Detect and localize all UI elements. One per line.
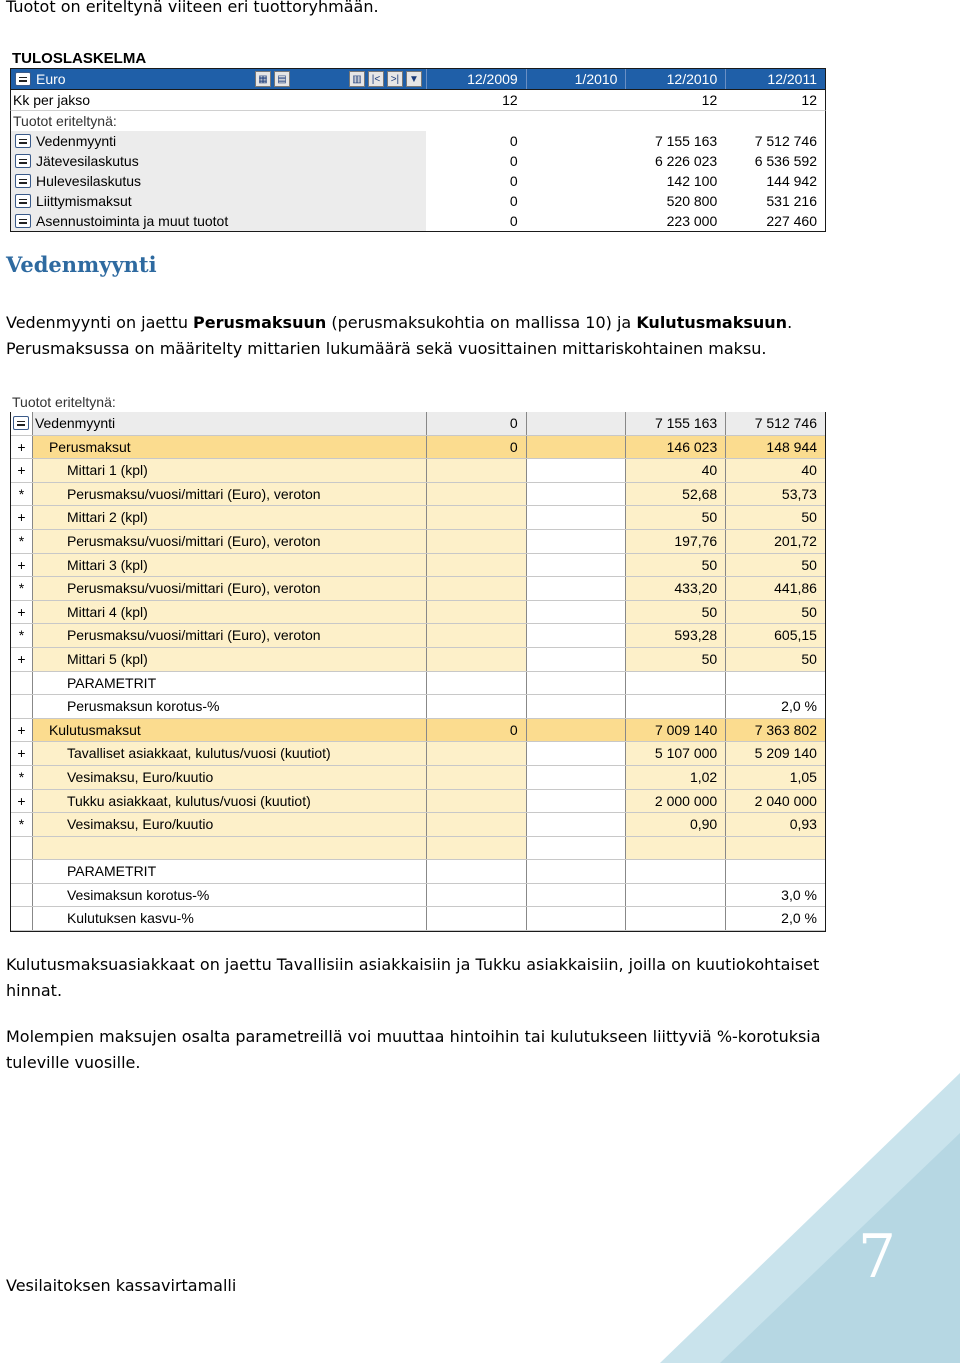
cell-value xyxy=(526,412,626,435)
operator-symbol: + xyxy=(11,742,33,765)
cell-value: 3,0 % xyxy=(725,884,825,907)
expand-menu-icon[interactable] xyxy=(11,412,33,435)
text-run: Perusmaksussa on määritelty mittarien lukumäärä sekä vuosittainen mittariskohtainen maksu. xyxy=(6,339,767,358)
revenue-value: 0 xyxy=(509,213,518,229)
row-label-text: Vesimaksu, Euro/kuutio xyxy=(33,766,426,789)
water-sales-row xyxy=(11,719,825,743)
section-label: Tuotot eriteltynä: xyxy=(12,394,116,410)
cell-value[interactable]: 50 xyxy=(725,554,825,577)
corner-decoration-inner xyxy=(720,1133,960,1363)
cell-value xyxy=(625,884,725,907)
operator-symbol xyxy=(11,672,33,695)
revenue-value: 223 000 xyxy=(666,213,718,229)
operator-symbol: + xyxy=(11,648,33,671)
cell-value xyxy=(526,648,626,671)
cell-value[interactable]: 40 xyxy=(625,459,725,482)
cell-value xyxy=(426,577,526,600)
expand-menu-icon[interactable] xyxy=(15,214,31,228)
cell-value xyxy=(426,506,526,529)
water-sales-row xyxy=(11,530,825,554)
operator-symbol: * xyxy=(11,530,33,553)
water-sales-row xyxy=(11,577,825,601)
cell-value[interactable]: 50 xyxy=(625,554,725,577)
cell-value xyxy=(625,860,725,883)
cell-value xyxy=(426,837,526,860)
water-sales-row xyxy=(11,554,825,578)
cell-value: 7 009 140 xyxy=(625,719,725,742)
expand-menu-icon[interactable] xyxy=(15,174,31,188)
revenue-value xyxy=(526,211,626,231)
cell-value xyxy=(426,766,526,789)
cell-value xyxy=(526,766,626,789)
revenue-row-label xyxy=(11,191,426,211)
cell-value[interactable]: 50 xyxy=(725,506,825,529)
header-row xyxy=(10,68,826,90)
period-header: 12/2009 xyxy=(426,69,526,89)
water-sales-row xyxy=(11,601,825,625)
cell-value[interactable]: 433,20 xyxy=(625,577,725,600)
parameter-paragraph xyxy=(6,1024,821,1076)
row-label-text xyxy=(33,837,426,860)
period-header: 1/2010 xyxy=(526,69,626,89)
cell-value xyxy=(526,577,626,600)
text-run: Molempien maksujen osalta parametreillä voi muuttaa hintoihin tai kulutukseen liittyviä %-korotuksia xyxy=(6,1027,821,1046)
cell-value[interactable]: 1,02 xyxy=(625,766,725,789)
next-icon[interactable]: >| xyxy=(387,71,403,87)
operator-symbol: * xyxy=(11,766,33,789)
cell-value xyxy=(426,672,526,695)
cell-value xyxy=(526,530,626,553)
months-value: 12 xyxy=(701,92,718,108)
customer-paragraph xyxy=(6,952,819,1004)
water-sales-row xyxy=(11,742,825,766)
revenue-value: 0 xyxy=(509,193,518,209)
cell-value[interactable]: 5 209 140 xyxy=(725,742,825,765)
cell-value xyxy=(625,837,725,860)
cell-value: 146 023 xyxy=(625,436,725,459)
cell-value xyxy=(725,837,825,860)
row-label-text: Hulevesilaskutus xyxy=(36,173,142,189)
cell-value[interactable]: 593,28 xyxy=(625,624,725,647)
revenue-value: 0 xyxy=(509,153,518,169)
chart-icon[interactable]: ▦ xyxy=(255,71,271,87)
cell-value: 7 512 746 xyxy=(725,412,825,435)
operator-symbol: + xyxy=(11,459,33,482)
water-sales-row xyxy=(11,506,825,530)
row-label-text: Vedenmyynti xyxy=(33,412,426,435)
row-label-text: Kulutusmaksut xyxy=(33,719,426,742)
cell-value: 0 xyxy=(426,436,526,459)
revenue-value: 520 800 xyxy=(666,193,718,209)
cell-value: 148 944 xyxy=(725,436,825,459)
revenue-value: 0 xyxy=(509,133,518,149)
text-run-bold: Kulutusmaksuun xyxy=(636,313,788,332)
revenue-row-label xyxy=(11,131,426,151)
water-sales-row xyxy=(11,648,825,672)
expand-menu-icon[interactable] xyxy=(15,154,31,168)
row-label-text: Mittari 2 (kpl) xyxy=(33,506,426,529)
row-label-text: Mittari 3 (kpl) xyxy=(33,554,426,577)
text-run: tuleville vuosille. xyxy=(6,1053,141,1072)
operator-symbol: + xyxy=(11,790,33,813)
cell-value xyxy=(526,483,626,506)
text-run: Kulutusmaksuasiakkaat on jaettu Tavallisiin asiakkaisiin ja Tukku asiakkaisiin, joilla on kuutiokohtaiset xyxy=(6,955,820,974)
water-sales-row xyxy=(11,672,825,696)
revenue-value: 7 155 163 xyxy=(654,133,718,149)
row-label-text: Kulutuksen kasvu-% xyxy=(33,907,426,930)
cell-value xyxy=(426,813,526,836)
revenue-value xyxy=(526,151,626,171)
row-label-text: Mittari 4 (kpl) xyxy=(33,601,426,624)
row-label-text: Asennustoiminta ja muut tuotot xyxy=(36,213,229,229)
text-run: . xyxy=(787,313,793,332)
revenue-row xyxy=(11,211,825,231)
revenue-row xyxy=(11,151,825,171)
cell-value xyxy=(526,860,626,883)
revenue-row-label xyxy=(11,171,426,191)
cell-value xyxy=(426,907,526,930)
top-note: Tuotot on eriteltynä viiteen eri tuottoryhmään. xyxy=(6,0,379,16)
row-label-text: Vesimaksu, Euro/kuutio xyxy=(33,813,426,836)
cell-value xyxy=(526,554,626,577)
cell-value xyxy=(426,742,526,765)
text-run: (perusmaksukohtia on mallissa 10) ja xyxy=(326,313,637,332)
cell-value[interactable]: 40 xyxy=(725,459,825,482)
revenue-row-label xyxy=(11,211,426,231)
cell-value[interactable]: 50 xyxy=(625,648,725,671)
months-value: 12 xyxy=(801,92,817,108)
operator-symbol: * xyxy=(11,577,33,600)
row-label-text: PARAMETRIT xyxy=(33,672,426,695)
row-label-text: Mittari 5 (kpl) xyxy=(33,648,426,671)
cell-value xyxy=(526,790,626,813)
cell-value xyxy=(426,483,526,506)
cell-value xyxy=(725,860,825,883)
row-label-text: Perusmaksu/vuosi/mittari (Euro), veroton xyxy=(33,483,426,506)
operator-symbol xyxy=(11,695,33,718)
cell-value xyxy=(526,672,626,695)
water-sales-row xyxy=(11,695,825,719)
cell-value: 0 xyxy=(426,412,526,435)
cell-value xyxy=(526,837,626,860)
operator-symbol: * xyxy=(11,624,33,647)
expand-menu-icon[interactable] xyxy=(15,194,31,208)
cell-value xyxy=(526,436,626,459)
operator-symbol: + xyxy=(11,506,33,529)
revenue-value: 7 512 746 xyxy=(754,133,817,149)
cell-value[interactable]: 0,90 xyxy=(625,813,725,836)
cell-value[interactable]: 50 xyxy=(725,601,825,624)
expand-menu-icon[interactable] xyxy=(15,134,31,148)
cell-value xyxy=(426,860,526,883)
cell-value xyxy=(426,648,526,671)
row-label-text: Jätevesilaskutus xyxy=(36,153,139,169)
water-sales-row xyxy=(11,459,825,483)
cell-value[interactable]: 0,93 xyxy=(725,813,825,836)
sheet-title: TULOSLASKELMA xyxy=(12,49,147,67)
revenue-row-label xyxy=(11,151,426,171)
cell-value xyxy=(526,459,626,482)
row-label-text: Perusmaksu/vuosi/mittari (Euro), veroton xyxy=(33,530,426,553)
operator-symbol: * xyxy=(11,813,33,836)
text-run: Vedenmyynti on jaettu xyxy=(6,313,194,332)
revenue-row xyxy=(11,131,825,151)
prev-icon[interactable]: |< xyxy=(368,71,384,87)
operator-symbol xyxy=(11,884,33,907)
cell-value xyxy=(625,907,725,930)
revenue-value: 6 536 592 xyxy=(754,153,817,169)
row-label-text: Tavalliset asiakkaat, kulutus/vuosi (kuutiot) xyxy=(33,742,426,765)
operator-symbol: * xyxy=(11,483,33,506)
revenue-value: 531 216 xyxy=(766,193,817,209)
revenue-value: 6 226 023 xyxy=(654,153,718,169)
cell-value: 2,0 % xyxy=(725,907,825,930)
cell-value: 7 363 802 xyxy=(725,719,825,742)
water-sales-row xyxy=(11,624,825,648)
cell-value xyxy=(526,813,626,836)
cell-value[interactable]: 1,05 xyxy=(725,766,825,789)
row-label-text: Vedenmyynti xyxy=(36,133,117,149)
cell-value[interactable]: 5 107 000 xyxy=(625,742,725,765)
water-sales-row xyxy=(11,813,825,837)
cell-value xyxy=(426,624,526,647)
water-sales-row xyxy=(11,766,825,790)
section-row xyxy=(10,111,826,131)
cell-value xyxy=(426,530,526,553)
cell-value xyxy=(625,672,725,695)
operator-symbol xyxy=(11,907,33,930)
cell-value: 7 155 163 xyxy=(625,412,725,435)
cell-value[interactable]: 201,72 xyxy=(725,530,825,553)
cell-value[interactable]: 52,68 xyxy=(625,483,725,506)
operator-symbol: + xyxy=(11,554,33,577)
operator-symbol: + xyxy=(11,601,33,624)
water-sales-row xyxy=(11,907,825,931)
intro-paragraph xyxy=(6,310,792,362)
revenue-value: 142 100 xyxy=(666,173,718,189)
revenue-row xyxy=(11,171,825,191)
cell-value[interactable]: 50 xyxy=(625,601,725,624)
cell-value: 0 xyxy=(426,719,526,742)
months-row xyxy=(10,90,826,111)
cell-value xyxy=(526,907,626,930)
footer-title: Vesilaitoksen kassavirtamalli xyxy=(6,1276,237,1295)
cell-value[interactable]: 605,15 xyxy=(725,624,825,647)
revenue-value: 0 xyxy=(509,173,518,189)
text-run-bold: Perusmaksuun xyxy=(193,313,327,332)
revenue-value: 144 942 xyxy=(766,173,817,189)
page-number: 7 xyxy=(857,1222,896,1292)
section-label: Tuotot eriteltynä: xyxy=(13,113,117,129)
cell-value[interactable]: 2 040 000 xyxy=(725,790,825,813)
row-label-text: Tukku asiakkaat, kulutus/vuosi (kuutiot) xyxy=(33,790,426,813)
water-sales-row xyxy=(11,884,825,908)
water-sales-row xyxy=(11,436,825,460)
cell-value[interactable]: 53,73 xyxy=(725,483,825,506)
cell-value xyxy=(426,459,526,482)
cell-value xyxy=(426,790,526,813)
row-label-text: Perusmaksut xyxy=(33,436,426,459)
revenue-value xyxy=(526,131,626,151)
water-sales-sheet xyxy=(10,392,826,932)
cell-value xyxy=(526,624,626,647)
revenue-value xyxy=(526,171,626,191)
cell-value xyxy=(526,719,626,742)
row-label-text: Liittymismaksut xyxy=(36,193,132,209)
cell-value xyxy=(426,884,526,907)
row-label-text: Mittari 1 (kpl) xyxy=(33,459,426,482)
cell-value xyxy=(426,695,526,718)
cell-value[interactable]: 50 xyxy=(625,506,725,529)
filter-icon[interactable]: ▼ xyxy=(406,71,422,87)
text-run: hinnat. xyxy=(6,981,63,1000)
months-value: 12 xyxy=(502,92,518,108)
cell-value[interactable]: 441,86 xyxy=(725,577,825,600)
period-header: 12/2011 xyxy=(725,69,825,89)
row-label-text: Perusmaksun korotus-% xyxy=(33,695,426,718)
cell-value[interactable]: 197,76 xyxy=(625,530,725,553)
months-value xyxy=(526,90,626,110)
months-label: Kk per jakso xyxy=(13,92,91,108)
row-label-text: Perusmaksu/vuosi/mittari (Euro), veroton xyxy=(33,624,426,647)
cell-value: 2,0 % xyxy=(725,695,825,718)
cell-value xyxy=(725,672,825,695)
graph-icon[interactable]: ▤ xyxy=(274,71,290,87)
revenue-value xyxy=(526,191,626,211)
operator-symbol xyxy=(11,837,33,860)
period-header: 12/2010 xyxy=(625,69,725,89)
sheet-menu-icon[interactable] xyxy=(15,72,31,86)
row-label-text: Vesimaksun korotus-% xyxy=(33,884,426,907)
cell-value xyxy=(426,554,526,577)
water-sales-row xyxy=(11,790,825,814)
operator-symbol: + xyxy=(11,719,33,742)
income-statement-sheet xyxy=(10,48,826,232)
table-icon[interactable]: ▥ xyxy=(349,71,365,87)
currency-label: Euro xyxy=(36,71,66,87)
water-sales-row xyxy=(11,412,825,436)
water-sales-row xyxy=(11,483,825,507)
cell-value[interactable]: 2 000 000 xyxy=(625,790,725,813)
row-label-text: Perusmaksu/vuosi/mittari (Euro), veroton xyxy=(33,577,426,600)
revenue-value: 227 460 xyxy=(766,213,817,229)
operator-symbol xyxy=(11,860,33,883)
water-sales-row xyxy=(11,860,825,884)
section-heading: Vedenmyynti xyxy=(6,252,157,277)
operator-symbol: + xyxy=(11,436,33,459)
cell-value[interactable]: 50 xyxy=(725,648,825,671)
row-label-text: PARAMETRIT xyxy=(33,860,426,883)
cell-value xyxy=(426,601,526,624)
water-sales-row xyxy=(11,837,825,861)
cell-value xyxy=(526,695,626,718)
cell-value xyxy=(526,742,626,765)
revenue-row xyxy=(11,191,825,211)
cell-value xyxy=(625,695,725,718)
cell-value xyxy=(526,884,626,907)
cell-value xyxy=(526,601,626,624)
cell-value xyxy=(526,506,626,529)
